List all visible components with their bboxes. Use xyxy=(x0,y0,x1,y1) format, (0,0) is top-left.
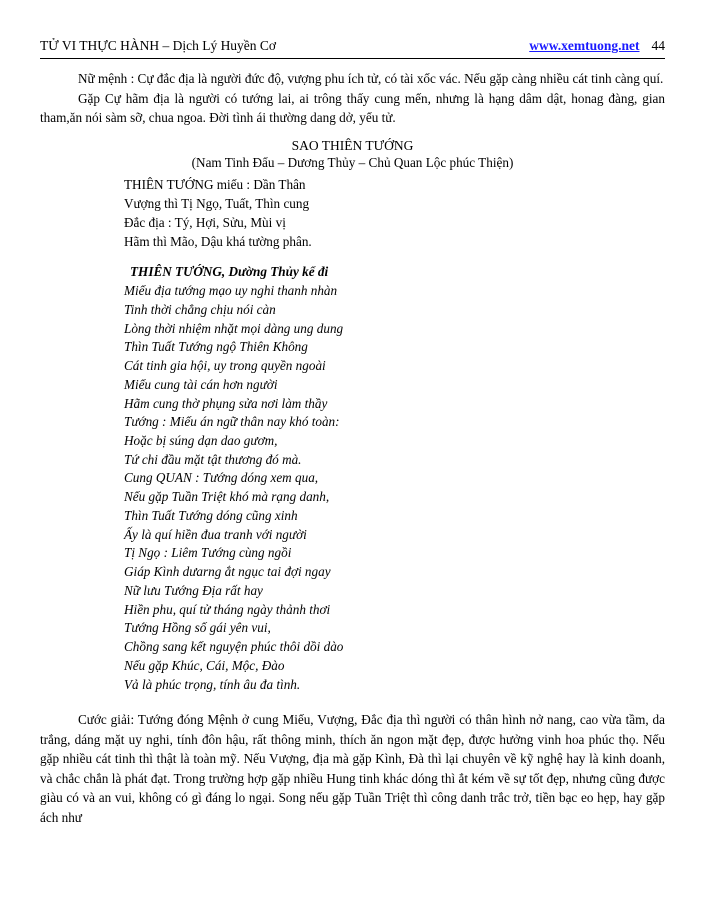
attribute-line: Vượng thì Tị Ngọ, Tuất, Thìn cung xyxy=(124,196,310,212)
page-header xyxy=(40,38,665,54)
section-title: SAO THIÊN TƯỚNG xyxy=(291,138,414,154)
intro-paragraph-1: Nữ mệnh : Cự đắc địa là người đức độ, vượng phu ích tử, có tài xốc vác. Nếu gặp càng nhiều cát tinh càng quí. xyxy=(78,71,664,86)
verse-line: Ấy là quí hiền đua tranh với người xyxy=(124,526,307,542)
verse-line: Nếu gặp Khúc, Cái, Mộc, Đào xyxy=(124,657,285,673)
verse-line: Tị Ngọ : Liêm Tướng cùng ngồi xyxy=(124,545,292,561)
verse-line: Hoặc bị súng dạn dao gươm, xyxy=(124,432,278,448)
closing-block xyxy=(40,710,665,827)
header-divider xyxy=(40,58,665,59)
verse-line: Chồng sang kết nguyện phúc thôi dồi dào xyxy=(124,639,344,655)
header-title: TỬ VI THỰC HÀNH – Dịch Lý Huyền Cơ xyxy=(40,38,277,53)
attribute-line: THIÊN TƯỚNG miếu : Dần Thân xyxy=(124,177,306,193)
attribute-line: Đắc địa : Tý, Hợi, Sửu, Mùi vị xyxy=(124,214,286,230)
verse-line: THIÊN TƯỚNG, Dường Thủy kể đi xyxy=(130,264,329,280)
verse-line: Cát tinh gia hội, uy trong quyền ngoài xyxy=(124,358,326,374)
verse-line: Nếu gặp Tuần Triệt khó mà rạng danh, xyxy=(124,489,330,505)
page-number: 44 xyxy=(651,38,665,53)
verse-line: Hiền phu, quí tử tháng ngày thảnh thơi xyxy=(124,601,331,617)
section-subtitle: (Nam Tinh Đẩu – Dương Thủy – Chủ Quan Lộc phúc Thiện) xyxy=(191,155,514,171)
verse-line: Nữ lưu Tướng Địa rất hay xyxy=(124,582,263,598)
verse-line: Tướng : Miếu án ngữ thân nay khó toàn: xyxy=(124,414,340,430)
verse-line: Lòng thời nhiệm nhặt mọi dàng ung dung xyxy=(124,320,344,336)
verse-line: Miếu cung tài cán hơn người xyxy=(124,376,278,392)
verse-line: Tinh thời chẳng chịu nói càn xyxy=(124,301,276,317)
verse-line: Tướng Hồng số gái yên vui, xyxy=(124,620,271,636)
verse-block xyxy=(124,263,665,694)
closing-paragraph: Cước giải: Tướng đóng Mệnh ở cung Miếu, Vượng, Đắc địa thì người có thân hình nở nang, cao vừa tầm, da trắng, dáng mặt uy nghi, tính đôn hậu, rất thông minh, thích ăn ngon mặt đẹp, được hưởng vinh hoa phúc thọ. Nếu gặp nhiều cát tinh thì thật là toàn mỹ. Nếu Vượng, địa mà gặp Kình, Đà thì lại chuyên về kỹ nghệ hay là kinh doanh, và chắc chắn là phát đạt. Trong trường hợp gặp nhiều Hung tinh khác dóng thì ắt kém về sự tốt đẹp, nhưng cũng được giàu có và an vui, không có gì đáng lo ngại. Song nếu gặp Tuần Triệt thì công danh trắc trở, tiền bạc eo hẹp, hay gặp ách như xyxy=(40,712,665,825)
verse-line: Thìn Tuất Tướng dóng cũng xinh xyxy=(124,507,298,523)
verse-line: Vả là phúc trọng, tính âu đa tình. xyxy=(124,676,301,692)
verse-line: Thìn Tuất Tướng ngộ Thiên Không xyxy=(124,339,308,355)
attributes-block xyxy=(124,176,665,251)
verse-line: Cung QUAN : Tướng dóng xem qua, xyxy=(124,470,319,486)
verse-line: Miếu địa tướng mạo uy nghi thanh nhàn xyxy=(124,283,338,299)
verse-line: Tứ chi đầu mặt tật thương đó mà. xyxy=(124,451,302,467)
verse-line: Hãm cung thờ phụng sửa nơi làm thầy xyxy=(124,395,328,411)
attribute-line: Hãm thì Mão, Dậu khá tường phân. xyxy=(124,233,312,249)
verse-line: Giáp Kình dưarng ắt ngục tai đợi ngay xyxy=(124,564,331,580)
intro-paragraph-2: Gặp Cự hãm địa là người có tướng lai, ai trông thấy cung mến, nhưng là hạng dâm dật, honag đàng, gian tham,ăn nói sàm sỡ, chua ngoa. Đời tình ái thường dang dở, yểu tử. xyxy=(40,91,665,126)
website-link[interactable]: www.xemtuong.net xyxy=(529,38,640,53)
